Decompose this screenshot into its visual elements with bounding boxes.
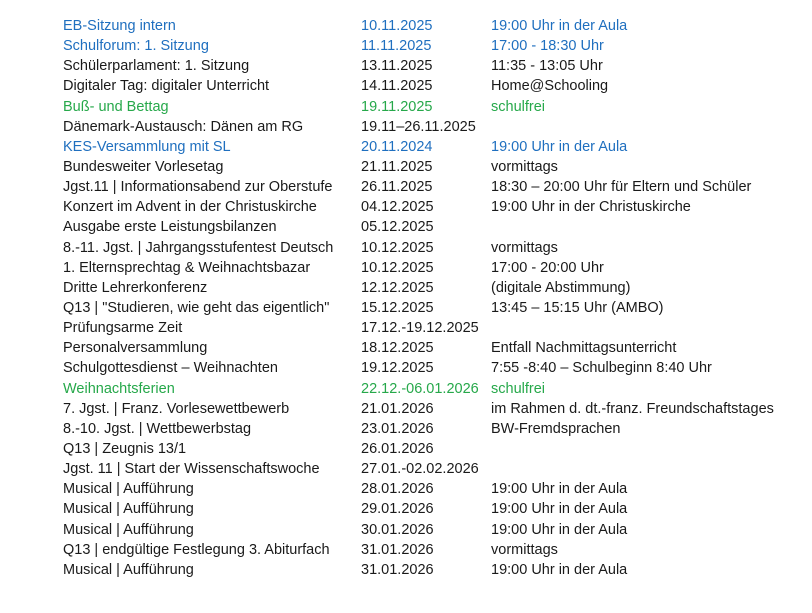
event-date: 10.12.2025 [361, 259, 434, 276]
event-name: 7. Jgst. | Franz. Vorlesewettbewerb [63, 400, 290, 417]
schedule-row [0, 197, 812, 217]
schedule-row [0, 298, 812, 318]
event-note: 19:00 Uhr in der Aula [491, 138, 628, 155]
event-date: 14.11.2025 [361, 78, 433, 95]
event-date: 22.12.-06.01.2026 [361, 380, 479, 397]
event-note: 19:00 Uhr in der Christuskirche [491, 199, 691, 216]
event-date: 15.12.2025 [361, 299, 434, 316]
schedule-row [0, 56, 812, 76]
event-name: Jgst. 11 | Start der Wissenschaftswoche [63, 461, 320, 478]
event-name: Dänemark-Austausch: Dänen am RG [63, 118, 304, 135]
event-note: 17:00 - 18:30 Uhr [491, 38, 604, 55]
schedule-row [0, 419, 812, 439]
event-date: 31.01.2026 [361, 561, 434, 578]
event-date: 18.12.2025 [361, 340, 434, 357]
schedule-row [0, 16, 812, 36]
event-note: 19:00 Uhr in der Aula [491, 18, 628, 34]
event-note: BW-Fremdsprachen [491, 420, 621, 437]
event-name: Schülerparlament: 1. Sitzung [63, 58, 250, 75]
schedule-row [0, 117, 812, 137]
schedule-table [0, 16, 812, 580]
event-note: (digitale Abstimmung) [491, 279, 631, 296]
event-name: Schulforum: 1. Sitzung [63, 38, 209, 55]
event-name: Dritte Lehrerkonferenz [63, 279, 208, 296]
event-name: Musical | Aufführung [63, 481, 194, 498]
schedule-row [0, 318, 812, 338]
event-name: 8.-11. Jgst. | Jahrgangsstufentest Deutsch [63, 239, 334, 256]
event-date: 21.11.2025 [361, 158, 433, 175]
schedule-row [0, 258, 812, 278]
schedule-row [0, 540, 812, 560]
schedule-row [0, 137, 812, 157]
event-name: Buß- und Bettag [63, 98, 169, 115]
event-date: 19.12.2025 [361, 360, 434, 377]
event-date: 04.12.2025 [361, 199, 434, 216]
event-name: KES-Versammlung mit SL [63, 138, 231, 155]
event-date: 10.12.2025 [361, 239, 434, 256]
event-name: Q13 | "Studieren, wie geht das eigentlich" [63, 299, 330, 316]
event-date: 19.11–26.11.2025 [361, 118, 476, 135]
event-note: 17:00 - 20:00 Uhr [491, 259, 604, 276]
event-date: 29.01.2026 [361, 501, 434, 518]
schedule-row [0, 560, 812, 580]
schedule-row [0, 177, 812, 197]
event-note: 11:35 - 13:05 Uhr [491, 58, 603, 75]
event-name: Konzert im Advent in der Christuskirche [63, 199, 317, 216]
event-name: EB-Sitzung intern [63, 18, 176, 34]
event-note: vormittags [491, 541, 558, 558]
schedule-row [0, 278, 812, 298]
event-note: im Rahmen d. dt.-franz. Freundschaftstages [491, 400, 774, 417]
event-date: 20.11.2024 [361, 138, 433, 155]
schedule-row [0, 97, 812, 117]
schedule-row [0, 76, 812, 96]
event-date: 27.01.-02.02.2026 [361, 461, 479, 478]
event-note: schulfrei [491, 380, 545, 397]
event-date: 26.11.2025 [361, 179, 433, 196]
event-date: 21.01.2026 [361, 400, 434, 417]
event-date: 13.11.2025 [361, 58, 433, 75]
schedule-row [0, 36, 812, 56]
event-note: vormittags [491, 158, 558, 175]
event-note: 19:00 Uhr in der Aula [491, 561, 628, 578]
schedule-row [0, 399, 812, 419]
schedule-row [0, 439, 812, 459]
event-name: Q13 | Zeugnis 13/1 [63, 440, 187, 457]
event-date: 28.01.2026 [361, 481, 434, 498]
event-note: Entfall Nachmittagsunterricht [491, 340, 677, 357]
event-date: 11.11.2025 [361, 38, 432, 55]
event-note: 19:00 Uhr in der Aula [491, 521, 628, 538]
schedule-row [0, 217, 812, 237]
event-date: 31.01.2026 [361, 541, 434, 558]
event-name: Personalversammlung [63, 340, 208, 357]
event-name: 1. Elternsprechtag & Weihnachtsbazar [63, 259, 311, 276]
event-note: Home@Schooling [491, 78, 609, 95]
schedule-row [0, 358, 812, 378]
event-note: 18:30 – 20:00 Uhr für Eltern und Schüler [491, 179, 752, 196]
schedule-row [0, 499, 812, 519]
event-name: Digitaler Tag: digitaler Unterricht [63, 78, 270, 95]
schedule-row [0, 379, 812, 399]
event-date: 23.01.2026 [361, 420, 434, 437]
event-name: Jgst.11 | Informationsabend zur Oberstufe [63, 179, 333, 196]
event-date: 12.12.2025 [361, 279, 434, 296]
event-name: Musical | Aufführung [63, 561, 194, 578]
event-name: 8.-10. Jgst. | Wettbewerbstag [63, 420, 252, 437]
event-name: Musical | Aufführung [63, 521, 194, 538]
event-note: 19:00 Uhr in der Aula [491, 501, 628, 518]
event-note: 7:55 -8:40 – Schulbeginn 8:40 Uhr [491, 360, 712, 377]
event-note: vormittags [491, 239, 558, 256]
event-name: Q13 | endgültige Festlegung 3. Abiturfach [63, 541, 330, 558]
event-name: Schulgottesdienst – Weihnachten [63, 360, 278, 377]
event-name: Weihnachtsferien [63, 380, 175, 397]
event-note: 19:00 Uhr in der Aula [491, 481, 628, 498]
event-date: 26.01.2026 [361, 440, 434, 457]
event-date: 19.11.2025 [361, 98, 433, 115]
event-name: Prüfungsarme Zeit [63, 320, 183, 337]
schedule-row [0, 338, 812, 358]
event-date: 05.12.2025 [361, 219, 434, 236]
schedule-row [0, 520, 812, 540]
event-name: Ausgabe erste Leistungsbilanzen [63, 219, 277, 236]
event-note: 13:45 – 15:15 Uhr (AMBO) [491, 299, 664, 316]
schedule-row [0, 459, 812, 479]
event-name: Bundesweiter Vorlesetag [63, 158, 224, 175]
event-date: 17.12.-19.12.2025 [361, 320, 479, 337]
schedule-row [0, 238, 812, 258]
event-date: 10.11.2025 [361, 18, 433, 34]
event-note: schulfrei [491, 98, 545, 115]
schedule-row [0, 479, 812, 499]
event-date: 30.01.2026 [361, 521, 434, 538]
event-name: Musical | Aufführung [63, 501, 194, 518]
schedule-row [0, 157, 812, 177]
